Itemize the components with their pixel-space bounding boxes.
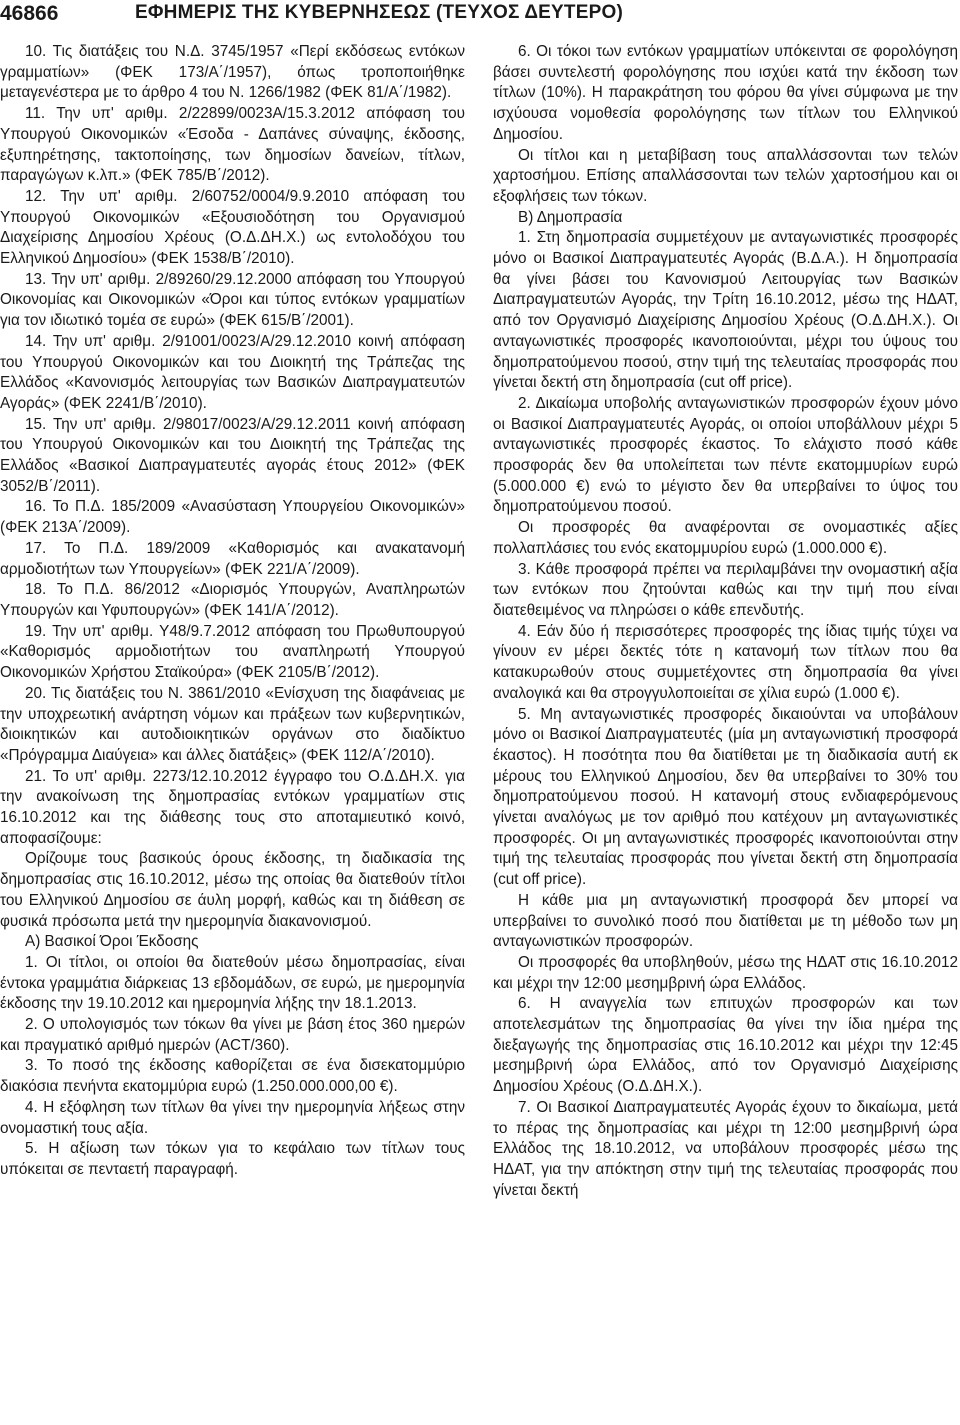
paragraph: 13. Την υπ' αριθμ. 2/89260/29.12.2000 απόφαση του Υπουργού Οικονομίας και Οικονομικών «Όροι και τύπος εντόκων γραμματίων για τον ιδιωτικό τομέα σε ευρώ» (ΦΕΚ 615/Β΄/2001).	[0, 270, 465, 330]
paragraph: 1. Στη δημοπρασία συμμετέχουν με ανταγωνιστικές προσφορές μόνο οι Βασικοί Διαπραγματευτές Αγοράς (Β.Δ.Α.). Η δημοπρασία θα γίνει βάσει του Κανονισμού Λειτουργίας των Βασικών Διαπραγματευτών Αγοράς, την Τρίτη 16.10.2012, μέσω της ΗΔΑΤ, από τον Οργανισμό Διαχείρισης Δημοσίου Χρέους (Ο.Δ.ΔΗ.Χ.). Οι ανταγωνιστικές προσφορές ικανοποιούνται, μέχρι του ύψους του δημοπρατούμενου ποσού, στην τιμή της τελευταίας προσφοράς που γίνεται δεκτή στη δημοπρασία (cut off price).	[493, 229, 958, 392]
paragraph: 5. Μη ανταγωνιστικές προσφορές δικαιούνται να υποβάλουν μόνο οι Βασικοί Διαπραγματευτές (μία μη ανταγωνιστική προσφορά έκαστος). Η ποσότητα που θα διατίθεται με τη διαδικασία αυτή εκ μέρους του Ελληνικού Δημοσίου, δεν θα υπερβαίνει το 30% του δημοπρατούμενου ποσού. Η κατανομή στους ενδιαφερόμενους γίνεται αναλόγως με τον αριθμό που κατέχουν μη ανταγωνιστικές προσφορές. Οι μη ανταγωνιστικές προσφορές ικανοποιούνται στην τιμή της τελευταίας προσφοράς που γίνεται δεκτή στη δημοπρασία (cut off price).	[493, 705, 958, 889]
paragraph: 1. Οι τίτλοι, οι οποίοι θα διατεθούν μέσω δημοπρασίας, είναι έντοκα γραμμάτια διάρκειας 13 εβδομάδων, σε ευρώ, με ημερομηνία έκδοσης την 19.10.2012 και ημερομηνία λήξης την 18.1.2013.	[0, 953, 465, 1013]
paragraph: 2. Ο υπολογισμός των τόκων θα γίνει με βάση έτος 360 ημερών και πραγματικό αριθμό ημερών (ACT/360).	[0, 1016, 465, 1054]
paragraph: 7. Οι Βασικοί Διαπραγματευτές Αγοράς έχουν το δικαίωμα, μετά το πέρας της δημοπρασίας και μέχρι τη 12:00 μεσημβρινή ώρα Ελλάδος της 18.10.2012, να υποβάλουν προσφορές μέσω της ΗΔΑΤ, για την απόκτηση στην τιμή της τελευταίας προσφοράς που γίνεται δεκτή	[493, 1098, 958, 1199]
paragraph: 3. Κάθε προσφορά πρέπει να περιλαμβάνει την ονομαστική αξία των εντόκων που ζητούνται καθώς και την τιμή που είναι διατεθειμένος να πληρώσει ο κάθε επενδυτής.	[493, 560, 958, 619]
paragraph: 4. Εάν δύο ή περισσότερες προσφορές της ίδιας τιμής τύχει να γίνουν εν μέρει δεκτές τότε η κατανομή των τίτλων που θα κατακυρωθούν στους συμμετέχοντες στη δημοπρασία θα γίνει αναλογικά και θα στρογγυλοποιείται σε χίλια ευρώ (1.000 €).	[493, 622, 958, 702]
page-number: 46866	[0, 2, 59, 25]
section-heading: Β) Δημοπρασία	[518, 208, 623, 226]
paragraph: 12. Την υπ' αριθμ. 2/60752/0004/9.9.2010 απόφαση του Υπουργού Οικονομικών «Εξουσιοδότηση του Οργανισμού Διαχείρισης Δημοσίου Χρέους (Ο.Δ.ΔΗ.Χ.) ως εντολοδόχου του Ελληνικού Δημοσίου» (ΦΕΚ 1538/Β΄/2010).	[0, 187, 465, 268]
paragraph: 18. Το Π.Δ. 86/2012 «Διορισμός Υπουργών, Αναπληρωτών Υπουργών και Υφυπουργών» (ΦΕΚ 141/Α΄/2012).	[0, 581, 465, 619]
paragraph: 21. Το υπ' αριθμ. 2273/12.10.2012 έγγραφο του Ο.Δ.ΔΗ.Χ. για την ανακοίνωση της δημοπρασίας εντόκων γραμματίων στις 16.10.2012 και της διάθεσης τους στο αποταμιευτικό κοινό, αποφασίζουμε:	[0, 767, 465, 847]
paragraph: Ορίζουμε τους βασικούς όρους έκδοσης, τη διαδικασία της δημοπρασίας στις 16.10.2012, μέσω της οποίας θα διατεθούν τίτλοι του Ελληνικού Δημοσίου σε άυλη μορφή, καθώς και τη διάθεση σε φυσικά πρόσωπα μετά την ημερομηνία διακανονισμού.	[0, 850, 465, 930]
paragraph: Οι τίτλοι και η μεταβίβαση τους απαλλάσσονται των τελών χαρτοσήμου. Επίσης απαλλάσσονται των τελών χαρτοσήμου και οι εξοφλήσεις των τόκων.	[493, 146, 958, 205]
paragraph: 6. Οι τόκοι των εντόκων γραμματίων υπόκεινται σε φορολόγηση βάσει συντελεστή φορολόγησης που ισχύει κατά την έκδοση των τίτλων (10%). Η παρακράτηση του φόρου θα γίνει σύμφωνα με την ισχύουσα νομοθεσία φορολόγησης των τίτλων του Ελληνικού Δημοσίου.	[493, 43, 958, 143]
paragraph: 10. Τις διατάξεις του Ν.Δ. 3745/1957 «Περί εκδόσεως εντόκων γραμματίων» (ΦΕΚ 173/Α΄/1957), όπως τροποποιήθηκε μεταγενέστερα με το άρθρο 4 του Ν. 1266/1982 (ΦΕΚ 81/Α΄/1982).	[0, 43, 465, 102]
paragraph: 15. Την υπ' αριθμ. 2/98017/0023/Α/29.12.2011 κοινή απόφαση του Υπουργού Οικονομικών και του Διοικητή της Τράπεζας της Ελλάδος «Βασικοί Διαπραγματευτές αγοράς έτους 2012» (ΦΕΚ 3052/Β΄/2011).	[0, 415, 465, 495]
right-column	[493, 42, 958, 1201]
section-heading: Α) Βασικοί Όροι Έκδοσης	[25, 933, 199, 951]
paragraph: 11. Την υπ' αριθμ. 2/22899/0023Α/15.3.2012 απόφαση του Υπουργού Οικονομικών «Έσοδα - Δαπάνες σύναψης, έκδοσης, εξυπηρέτησης, τακτοποίησης, των δημοσίων δανείων, τίτλων, παραγώγων κ.λπ.» (ΦΕΚ 785/Β΄/2012).	[0, 105, 465, 185]
paragraph: 3. Το ποσό της έκδοσης καθορίζεται σε ένα δισεκατομμύριο διακόσια πενήντα εκατομμύρια ευρώ (1.250.000.000,00 €).	[0, 1057, 465, 1096]
paragraph: 14. Την υπ' αριθμ. 2/91001/0023/Α/29.12.2010 κοινή απόφαση του Υπουργού Οικονομικών και του Διοικητή της Τράπεζας της Ελλάδος «Κανονισμός λειτουργίας των Βασικών Διαπραγματευτών Αγοράς» (ΦΕΚ 2241/Β΄/2010).	[0, 332, 465, 412]
paragraph: Η κάθε μια μη ανταγωνιστική προσφορά δεν μπορεί να υπερβαίνει το συνολικό ποσό που διατίθεται με τη μέθοδο των μη ανταγωνιστικών προσφορών.	[493, 891, 958, 951]
paragraph: 17. Το Π.Δ. 189/2009 «Καθορισμός και ανακατανομή αρμοδιοτήτων των Υπουργείων» (ΦΕΚ 221/Α΄/2009).	[0, 539, 465, 578]
paragraph: 5. Η αξίωση των τόκων για το κεφάλαιο των τίτλων τους υπόκειται σε πενταετή παραγραφή.	[0, 1140, 465, 1178]
paragraph: 16. Το Π.Δ. 185/2009 «Ανασύσταση Υπουργείου Οικονομικών» (ΦΕΚ 213Α΄/2009).	[0, 498, 465, 537]
journal-title: ΕΦΗΜΕΡΙΣ ΤΗΣ ΚΥΒΕΡΝΗΣΕΩΣ (ΤΕΥΧΟΣ ΔΕΥΤΕΡΟ)	[135, 2, 623, 23]
paragraph: 2. Δικαίωμα υποβολής ανταγωνιστικών προσφορών έχουν μόνο οι Βασικοί Διαπραγματευτές Αγοράς, οι οποίοι υποβάλλουν μέχρι 5 ανταγωνιστικές προσφορές έκαστος. Το ελάχιστο ποσό κάθε προσφοράς δεν θα υπολείπεται των πέντε εκατομμυρίων ευρώ (5.000.000 €) ενώ το μέγιστο δεν θα υπερβαίνει το ύψος του δημοπρατούμενου ποσού.	[493, 394, 958, 516]
paragraph: 6. Η αναγγελία των επιτυχών προσφορών και των αποτελεσμάτων της δημοπρασίας θα γίνει την ίδια ημέρα της διεξαγωγής της δημοπρασίας στις 16.10.2012 και μέχρι την 12:45 μεσημβρινή ώρα Ελλάδος, από τον Οργανισμό Διαχείρισης Δημοσίου Χρέους (Ο.Δ.ΔΗ.Χ.).	[493, 995, 958, 1096]
paragraph: 4. Η εξόφληση των τίτλων θα γίνει την ημερομηνία λήξεως στην ονομαστική τους αξία.	[0, 1098, 465, 1137]
paragraph: Οι προσφορές θα αναφέρονται σε ονομαστικές αξίες πολλαπλάσιες του ενός εκατομμυρίου ευρώ (1.000.000 €).	[493, 519, 958, 557]
left-column	[0, 42, 465, 1181]
paragraph: 19. Την υπ' αριθμ. Υ48/9.7.2012 απόφαση του Πρωθυπουργού «Καθορισμός αρμοδιοτήτων του αναπληρωτή Υπουργού Οικονομικών Χρήστου Σταϊκούρα» (ΦΕΚ 2105/Β΄/2012).	[0, 622, 465, 682]
paragraph: 20. Τις διατάξεις του Ν. 3861/2010 «Ενίσχυση της διαφάνειας με την υποχρεωτική ανάρτηση νόμων και πράξεων των κυβερνητικών, διοικητικών και αυτοδιοικητικών οργάνων στο διαδίκτυο «Πρόγραμμα Διαύγεια» και άλλες διατάξεις» (ΦΕΚ 112/Α΄/2010).	[0, 684, 465, 764]
page-header	[0, 0, 960, 30]
paragraph: Οι προσφορές θα υποβληθούν, μέσω της ΗΔΑΤ στις 16.10.2012 και μέχρι την 12:00 μεσημβρινή ώρα Ελλάδος.	[493, 953, 958, 992]
